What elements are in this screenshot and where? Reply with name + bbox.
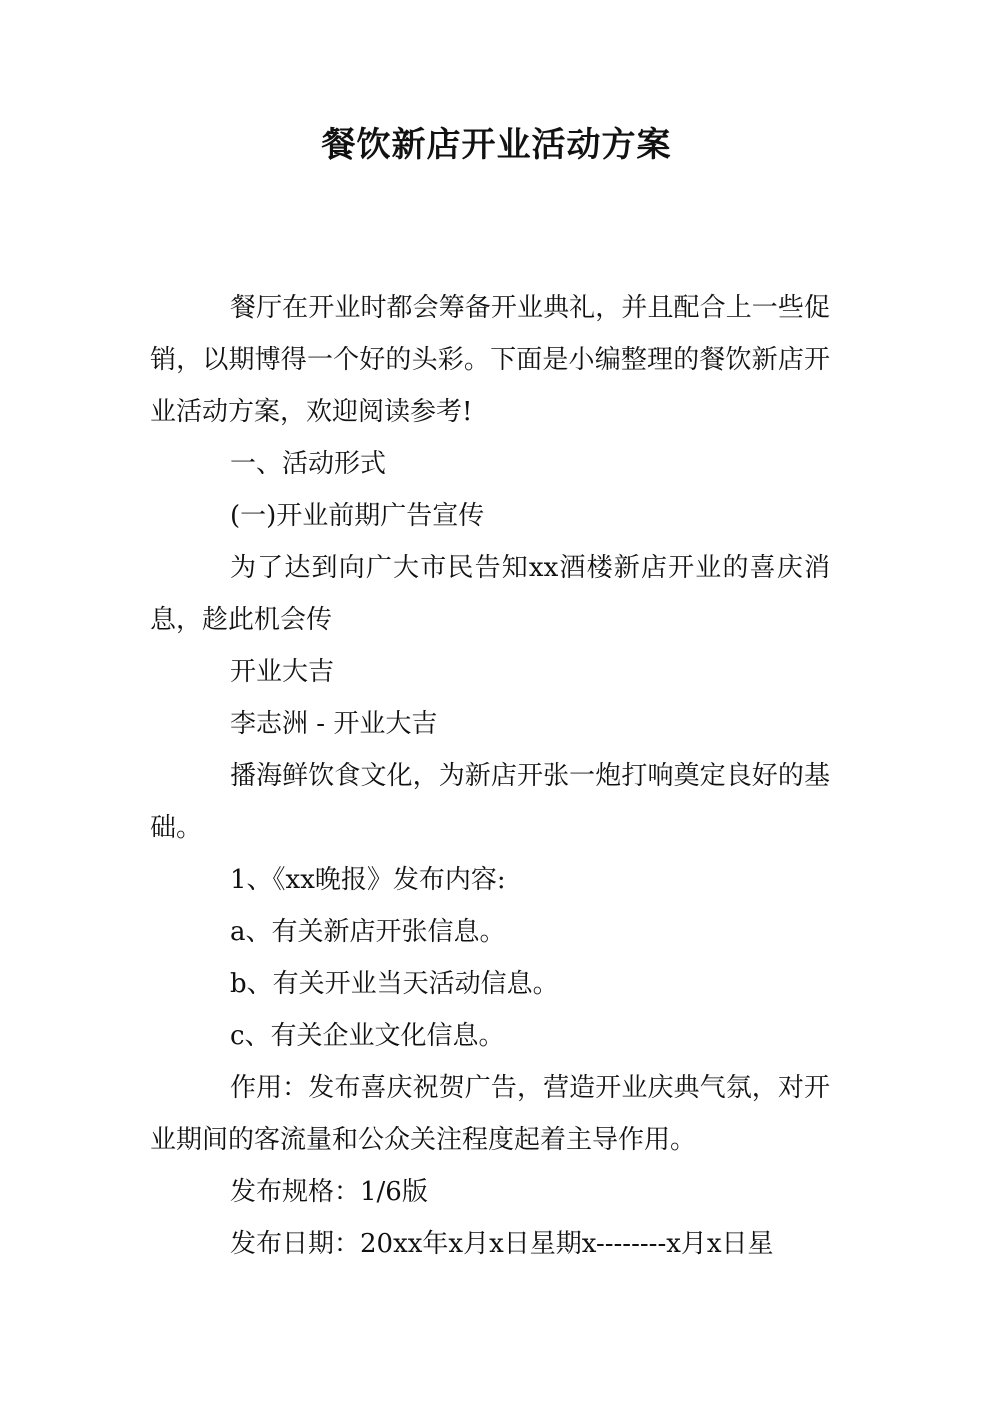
line-publish-date: 发布日期：20xx年x月x日星期x--------x月x日星 <box>230 1229 774 1259</box>
list-item-a: a、有关新店开张信息。 <box>230 917 506 947</box>
line-publish-spec: 发布规格：1/6版 <box>230 1177 428 1207</box>
line-opening-greeting: 开业大吉 <box>230 657 335 687</box>
intro-paragraph: 餐厅在开业时都会筹备开业典礼，并且配合上一些促销，以期博得一个好的头彩。下面是小编整理的餐饮新店开业活动方案，欢迎阅读参考! <box>150 293 830 427</box>
list-heading-evening-news: 1、《xx晚报》发布内容: <box>230 865 506 895</box>
paragraph-effect: 作用：发布喜庆祝贺广告，营造开业庆典气氛，对开业期间的客流量和公众关注程度起着主导作用。 <box>150 1073 830 1155</box>
line-opening-greeting-credit: 李志洲 - 开业大吉 <box>230 709 438 739</box>
list-item-c: c、有关企业文化信息。 <box>230 1021 505 1051</box>
subsection-heading-pre-opening-ads: (一)开业前期广告宣传 <box>230 501 485 531</box>
section-heading-activity-form: 一、活动形式 <box>230 449 387 479</box>
list-item-b: b、有关开业当天活动信息。 <box>230 969 559 999</box>
document-body <box>150 282 830 1270</box>
document-title: 餐饮新店开业活动方案 <box>321 125 672 165</box>
paragraph-purpose: 为了达到向广大市民告知xx酒楼新店开业的喜庆消息，趁此机会传 <box>150 553 830 635</box>
paragraph-seafood-culture: 播海鲜饮食文化，为新店开张一炮打响奠定良好的基础。 <box>150 761 830 843</box>
